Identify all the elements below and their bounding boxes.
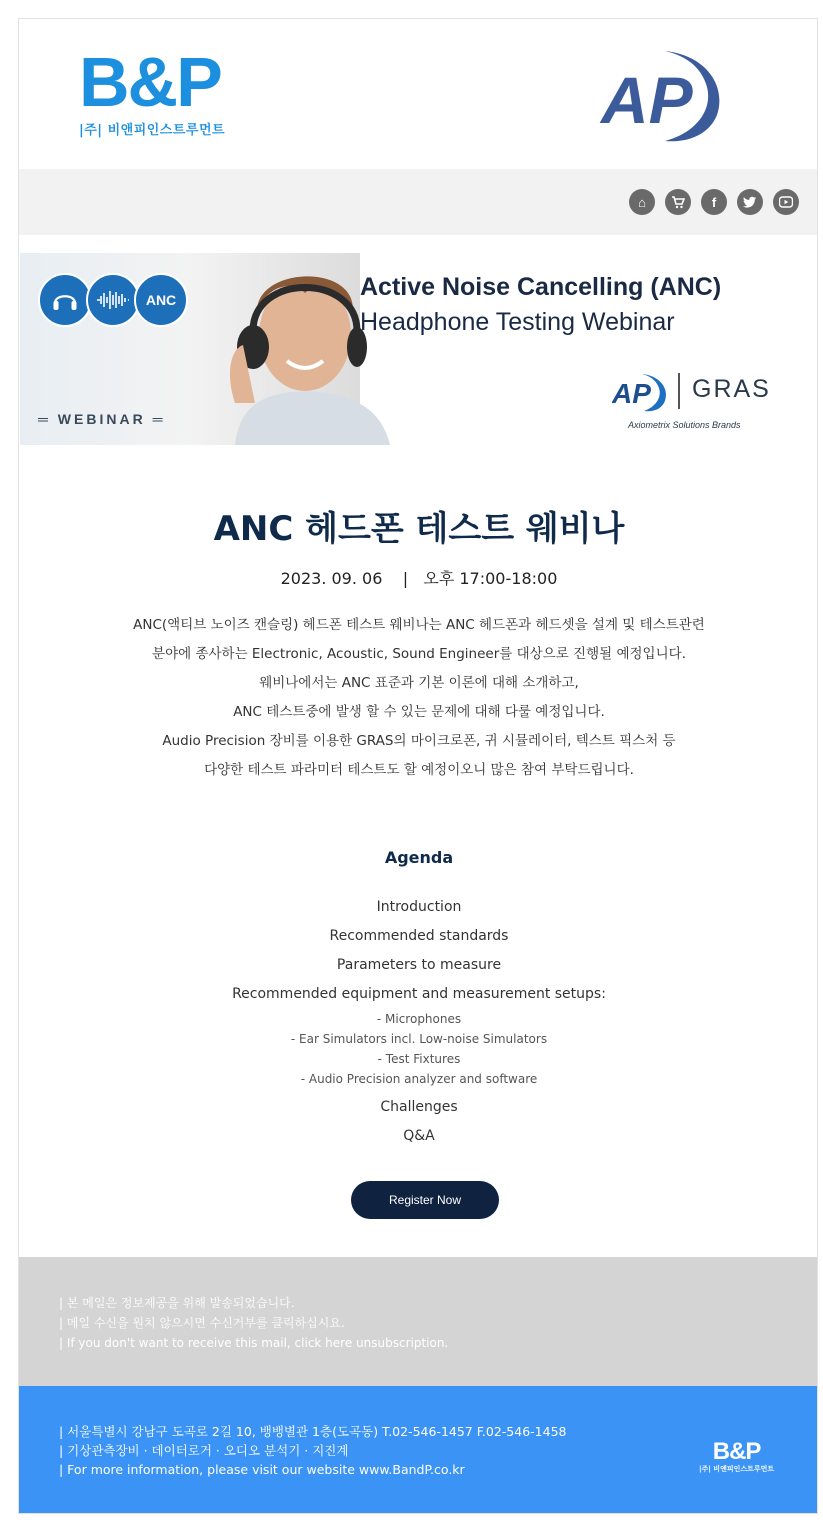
agenda-item: Recommended standards [329, 928, 509, 944]
agenda-item: Introduction [376, 899, 462, 915]
banner-subtitle: Headphone Testing Webinar [360, 308, 675, 336]
company-footer [19, 1386, 818, 1514]
agenda-heading: Agenda [384, 848, 454, 867]
agenda-subitem: - Ear Simulators incl. Low-noise Simulators [290, 1032, 548, 1046]
anc-badge: ANC [134, 273, 188, 327]
agenda-subitem: - Test Fixtures [377, 1052, 461, 1066]
description-line: 웨비나에서는 ANC 표준과 기본 이론에 대해 소개하고, [259, 675, 579, 691]
footer-website-link[interactable]: | For more information, please visit our website www.BandP.co.kr [59, 1462, 465, 1477]
email-header [19, 19, 818, 169]
footer-logo-sub: |주| 비앤피인스트루먼트 [699, 1465, 775, 1473]
footer-products: | 기상관측장비 · 데이터로거 · 오디오 분석기 · 지진계 [59, 1443, 349, 1458]
unsubscribe-notice [19, 1257, 818, 1386]
social-links [629, 189, 799, 215]
page-title: ANC 헤드폰 테스트 웨비나 [213, 509, 625, 549]
ap-brand-logo [612, 371, 668, 413]
agenda-list [19, 893, 818, 1151]
footer-bp-logo[interactable] [699, 1440, 774, 1474]
agenda-item: Challenges [380, 1099, 458, 1115]
twitter-icon[interactable] [737, 189, 763, 215]
ap-brand-text: AP [612, 378, 651, 409]
gras-logo: GRAS [692, 375, 771, 403]
unsubscribe-link[interactable]: | If you don't want to receive this mail, click here unsubscription. [59, 1336, 449, 1350]
register-now-button[interactable]: Register Now [351, 1181, 499, 1219]
notice-line[interactable]: | 메일 수신을 원치 않으시면 수신거부를 클릭하십시요. [59, 1316, 345, 1330]
agenda-subitem: - Microphones [376, 1012, 462, 1026]
description-line: 다양한 테스트 파라미터 테스트도 할 예정이오니 많은 참여 부탁드립니다. [204, 762, 634, 778]
footer-address: | 서울특별시 강남구 도곡로 2길 10, 뱅뱅별관 1층(도곡동) T.02-546-1457 F.02-546-1458 [59, 1424, 567, 1439]
waveform-icon [86, 273, 140, 327]
agenda-item: Parameters to measure [336, 957, 502, 973]
home-icon[interactable]: ⌂ [629, 189, 655, 215]
ap-logo-graphic [595, 45, 727, 145]
agenda-item: Q&A [403, 1128, 435, 1144]
footer-logo-mark: B&P [712, 1438, 761, 1465]
banner-title: Active Noise Cancelling (ANC) [360, 273, 722, 301]
cart-icon[interactable] [665, 189, 691, 215]
agenda-item: Recommended equipment and measurement setups: [232, 986, 606, 1002]
facebook-icon[interactable]: f [701, 189, 727, 215]
brands-caption: Axiometrix Solutions Brands [628, 420, 741, 430]
ap-logo[interactable] [595, 45, 727, 145]
event-datetime: 2023. 09. 06 | 오후 17:00-18:00 [280, 569, 558, 588]
headphone-icon [38, 273, 92, 327]
agenda-subitem: - Audio Precision analyzer and software [300, 1072, 538, 1086]
event-description [19, 611, 818, 785]
bp-logo-mark: B&P [79, 43, 221, 121]
youtube-icon[interactable] [773, 189, 799, 215]
description-line: ANC 테스트중에 발생 할 수 있는 문제에 대해 다룰 예정입니다. [233, 704, 605, 720]
webinar-banner[interactable] [20, 253, 790, 445]
email-container [18, 18, 818, 1514]
bp-logo-subtitle: |주| 비앤피인스트루먼트 [79, 123, 226, 138]
ap-logo-text: AP [601, 63, 693, 137]
social-bar [19, 169, 818, 235]
bp-logo[interactable] [79, 43, 249, 144]
description-line: Audio Precision 장비를 이용한 GRAS의 마이크로폰, 귀 시뮬레이터, 텍스트 픽스처 등 [162, 733, 676, 749]
webinar-tag: ═ WEBINAR ═ [38, 411, 166, 427]
description-line: 분야에 종사하는 Electronic, Acoustic, Sound Engineer를 대상으로 진행될 예정입니다. [152, 646, 686, 662]
notice-line: | 본 메일은 정보제공을 위해 발송되었습니다. [59, 1296, 295, 1310]
description-line: ANC(액티브 노이즈 캔슬링) 헤드폰 테스트 웨비나는 ANC 헤드폰과 헤드셋을 설계 및 테스트관련 [133, 617, 705, 633]
